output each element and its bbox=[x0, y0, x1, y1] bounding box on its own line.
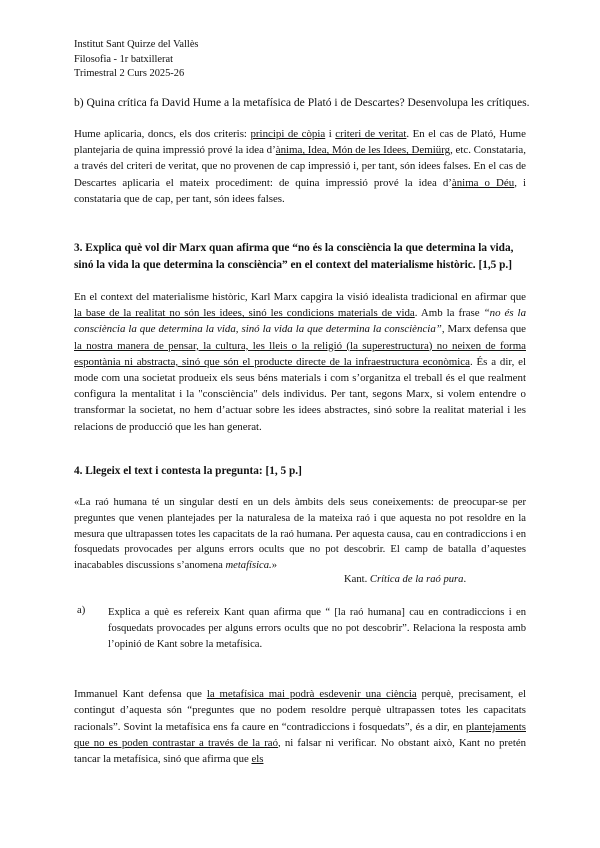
quote-source: Kant. Crítica de la raó pura. bbox=[344, 574, 467, 585]
underlined-phrase: ànima, Idea, Món de les Idees, Demiürg bbox=[275, 144, 451, 157]
question-3-heading: 3. Explica què vol dir Marx quan afirma que “no és la consciència la que determina la vida, sinó la vida la que determina la consciència” en el context del materialisme històric. [1,5 p.] bbox=[74, 242, 514, 271]
kant-quote: «La raó humana té un singular destí en un dels àmbits dels seus coneixements: de preocupar-se per preguntes que venen plantejades per la naturalesa de la mateixa raó i que aquesta no pot resoldre en la mesura que ultrapassen totes les capacitats de la raó humana. Per aquesta causa, cau en contradiccions i en fosquedats provocades per alguns errors ocults que no pot descobrir. El camp de batalla d’aquestes inacabables discussions s’anomena metafísica.» bbox=[74, 497, 526, 572]
underlined-phrase: principi de còpia bbox=[250, 128, 326, 140]
underlined-phrase: plantejaments que no es poden contrastar a través de la raó bbox=[74, 720, 526, 749]
document-header bbox=[74, 38, 198, 82]
item-a-text: Explica a què es refereix Kant quan afirma que “ [la raó humana] cau en contradiccions i en fosquedats provocades per alguns errors ocults que no pot descobrir”. Relaciona la resposta amb l’opinió de Kant sobre la metafísica. bbox=[108, 607, 526, 650]
answer-4a: Immanuel Kant defensa que la metafísica mai podrà esdevenir una ciència perquè, precisament, el contingut d’aquesta són “preguntes que no podem resoldre perquè ultrapassen totes les capacitats racionals”. Sovint la metafísica ens fa caure en “contradiccions i fosquedats”, és a dir, en plantejaments que no es poden contrastar a través de la raó, ni falsar ni verificar. No obstant això, Kant no pretén tancar la metafísica, sinó que afirma que els bbox=[74, 688, 527, 766]
term-line: Trimestral 2 Curs 2025-26 bbox=[74, 68, 185, 79]
school-name: Institut Sant Quirze del Vallès bbox=[74, 39, 199, 50]
answer-1b: Hume aplicaria, doncs, els dos criteris: principi de còpia i criteri de veritat. En el cas de Plató, Hume plantejaria de quina impressió prové la idea d’ànima, Idea, Món de les Idees, Demiürg, etc. Constataria, a través del criteri de veritat, que no provenen de cap impressió i, per tant, són idees falses. En el cas de Descartes aplicaria el mateix procediment: de quina impressió prové la idea d’ànima o Déu, i constataria que de cap, per tant, són idees falses. bbox=[74, 128, 526, 205]
item-a-label: a) bbox=[77, 605, 86, 616]
subject-line: Filosofia - 1r batxillerat bbox=[74, 53, 173, 65]
underlined-phrase: els bbox=[251, 753, 264, 766]
question-4-heading: 4. Llegeix el text i contesta la pregunta: [1, 5 p.] bbox=[74, 465, 302, 477]
answer-3: En el context del materialisme històric, Karl Marx capgira la visió idealista tradicional en afirmar que la base de la realitat no són les idees, sinó les condicions materials de vida. Amb la frase “no és la consciència la que determina la vida, sinó la vida la que determina la consciència”, Marx defensa que la nostra manera de pensar, la cultura, les lleis o la religió (la superestructura) no neixen de forma espontània ni abstracta, sinó que són el producte directe de la infraestructura econòmica. És a dir, el mode com una societat produeix els seus béns materials i com s’organitza el treball és el que realment configura la mentalitat i la "consciència" dels individus. Per tant, segons Marx, si volem entendre o transformar la societat, no hem d’actuar sobre les idees abstractes, sinó sobre la realitat material i les relacions de producció que les han generat. bbox=[74, 291, 527, 433]
underlined-phrase: la metafísica mai podrà esdevenir una ciència bbox=[206, 688, 417, 700]
underlined-phrase: criteri de veritat bbox=[335, 128, 407, 140]
underlined-phrase: ànima o Déu bbox=[451, 176, 515, 189]
question-1b: b) Quina crítica fa David Hume a la metafísica de Plató i de Descartes? Desenvolupa les crítiques. bbox=[74, 96, 530, 109]
underlined-phrase: la base de la realitat no són les idees, sinó les condicions materials de vida bbox=[74, 307, 415, 320]
italic-quote: “no és la consciència la que determina la vida, sinó la vida la que determina la consciència” bbox=[74, 307, 527, 336]
underlined-phrase: la nostra manera de pensar, la cultura, les lleis o la religió (la superestructura) no neixen de forma espontània ni abstracta, sinó que són el producte directe de la infraestructura econòmica bbox=[74, 339, 526, 368]
